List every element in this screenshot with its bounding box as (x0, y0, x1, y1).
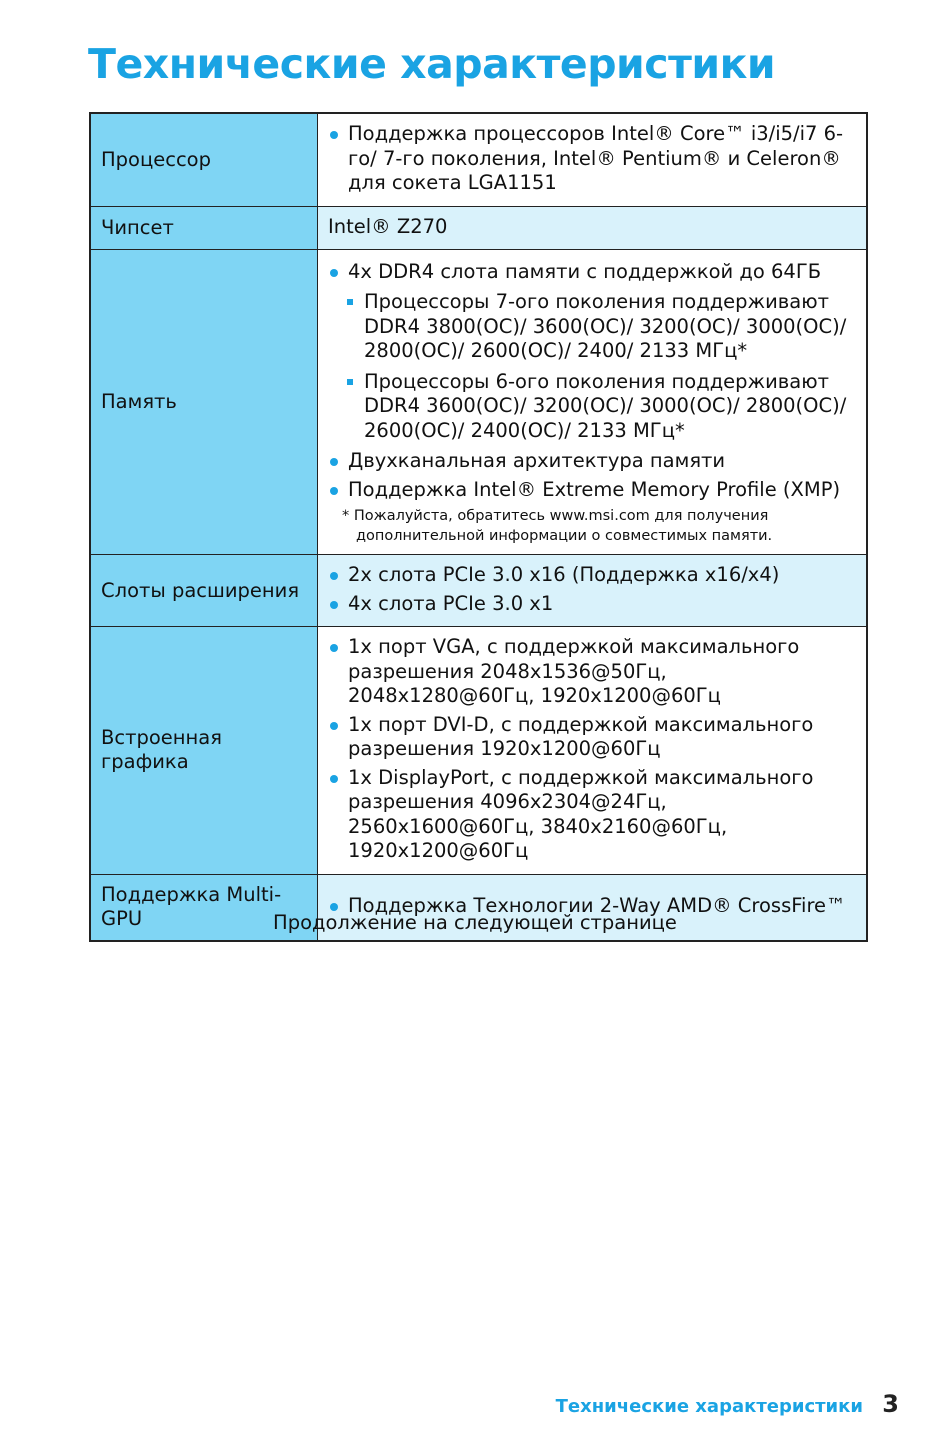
spec-row-graphics (90, 627, 867, 875)
bullet-item: 2x слота PCIe 3.0 x16 (Поддержка x16/x4) (328, 563, 854, 588)
spec-table (89, 112, 868, 942)
page-number: 3 (882, 1390, 899, 1418)
sub-bullet-item: Процессоры 6-ого поколения поддерживают DDR4 3600(OC)/ 3200(OC)/ 3000(OC)/ 2800(OC)/ 2600(OC)/ 2400(OC)/ 2133 МГц* (328, 370, 854, 444)
bullet-item: 4x слота PCIe 3.0 x1 (328, 592, 854, 617)
spec-row-chipset (90, 206, 867, 250)
spec-value (318, 206, 868, 250)
footnote-line: * Пожалуйста, обратитесь www.msi.com для получения (342, 508, 769, 525)
bullet-item: Поддержка Intel® Extreme Memory Profile (XMP) (328, 478, 854, 503)
chipset-value: Intel® Z270 (328, 214, 448, 238)
bullet-item: 1x порт DVI-D, с поддержкой максимального разрешения 1920x1200@60Гц (328, 713, 854, 762)
spec-value (318, 250, 868, 555)
footnote-line: дополнительной информации о совместимых памяти. (356, 528, 773, 545)
spec-label: Память (90, 250, 318, 555)
bullet-item: Поддержка процессоров Intel® Core™ i3/i5/i7 6-го/ 7-го поколения, Intel® Pentium® и Celeron® для сокета LGA1151 (328, 122, 854, 196)
spec-row-processor (90, 113, 867, 206)
spec-label: Слоты расширения (90, 555, 318, 627)
spec-label: Процессор (90, 113, 318, 206)
sub-bullet-item: Процессоры 7-ого поколения поддерживают DDR4 3800(OC)/ 3600(OC)/ 3200(OC)/ 3000(OC)/ 2800(OC)/ 2600(OC)/ 2400/ 2133 МГц* (328, 290, 854, 364)
spec-label: Поддержка Multi-GPU (90, 874, 318, 941)
spec-label: Встроенная графика (90, 627, 318, 875)
page-title: Технические характеристики (88, 40, 776, 88)
footer-section-title: Технические характеристики (555, 1396, 863, 1417)
spec-value (318, 113, 868, 206)
bullet-item: 1x DisplayPort, с поддержкой максимального разрешения 4096x2304@24Гц, 2560x1600@60Гц, 3840x2160@60Гц, 1920x1200@60Гц (328, 766, 854, 864)
bullet-item: 1x порт VGA, с поддержкой максимального разрешения 2048x1536@50Гц, 2048x1280@60Гц, 1920x1200@60Гц (328, 635, 854, 709)
bullet-item: Поддержка Технологии 2-Way AMD® CrossFire™ (328, 894, 854, 919)
spec-row-memory (90, 250, 867, 555)
continued-note: Продолжение на следующей странице (273, 911, 677, 934)
spec-value (318, 555, 868, 627)
bullet-item: Двухканальная архитектура памяти (328, 449, 854, 474)
spec-label: Чипсет (90, 206, 318, 250)
spec-value (318, 627, 868, 875)
spec-row-expansion (90, 555, 867, 627)
memory-footnote (342, 506, 854, 546)
bullet-item: 4x DDR4 слота памяти с поддержкой до 64ГБ (328, 260, 854, 285)
